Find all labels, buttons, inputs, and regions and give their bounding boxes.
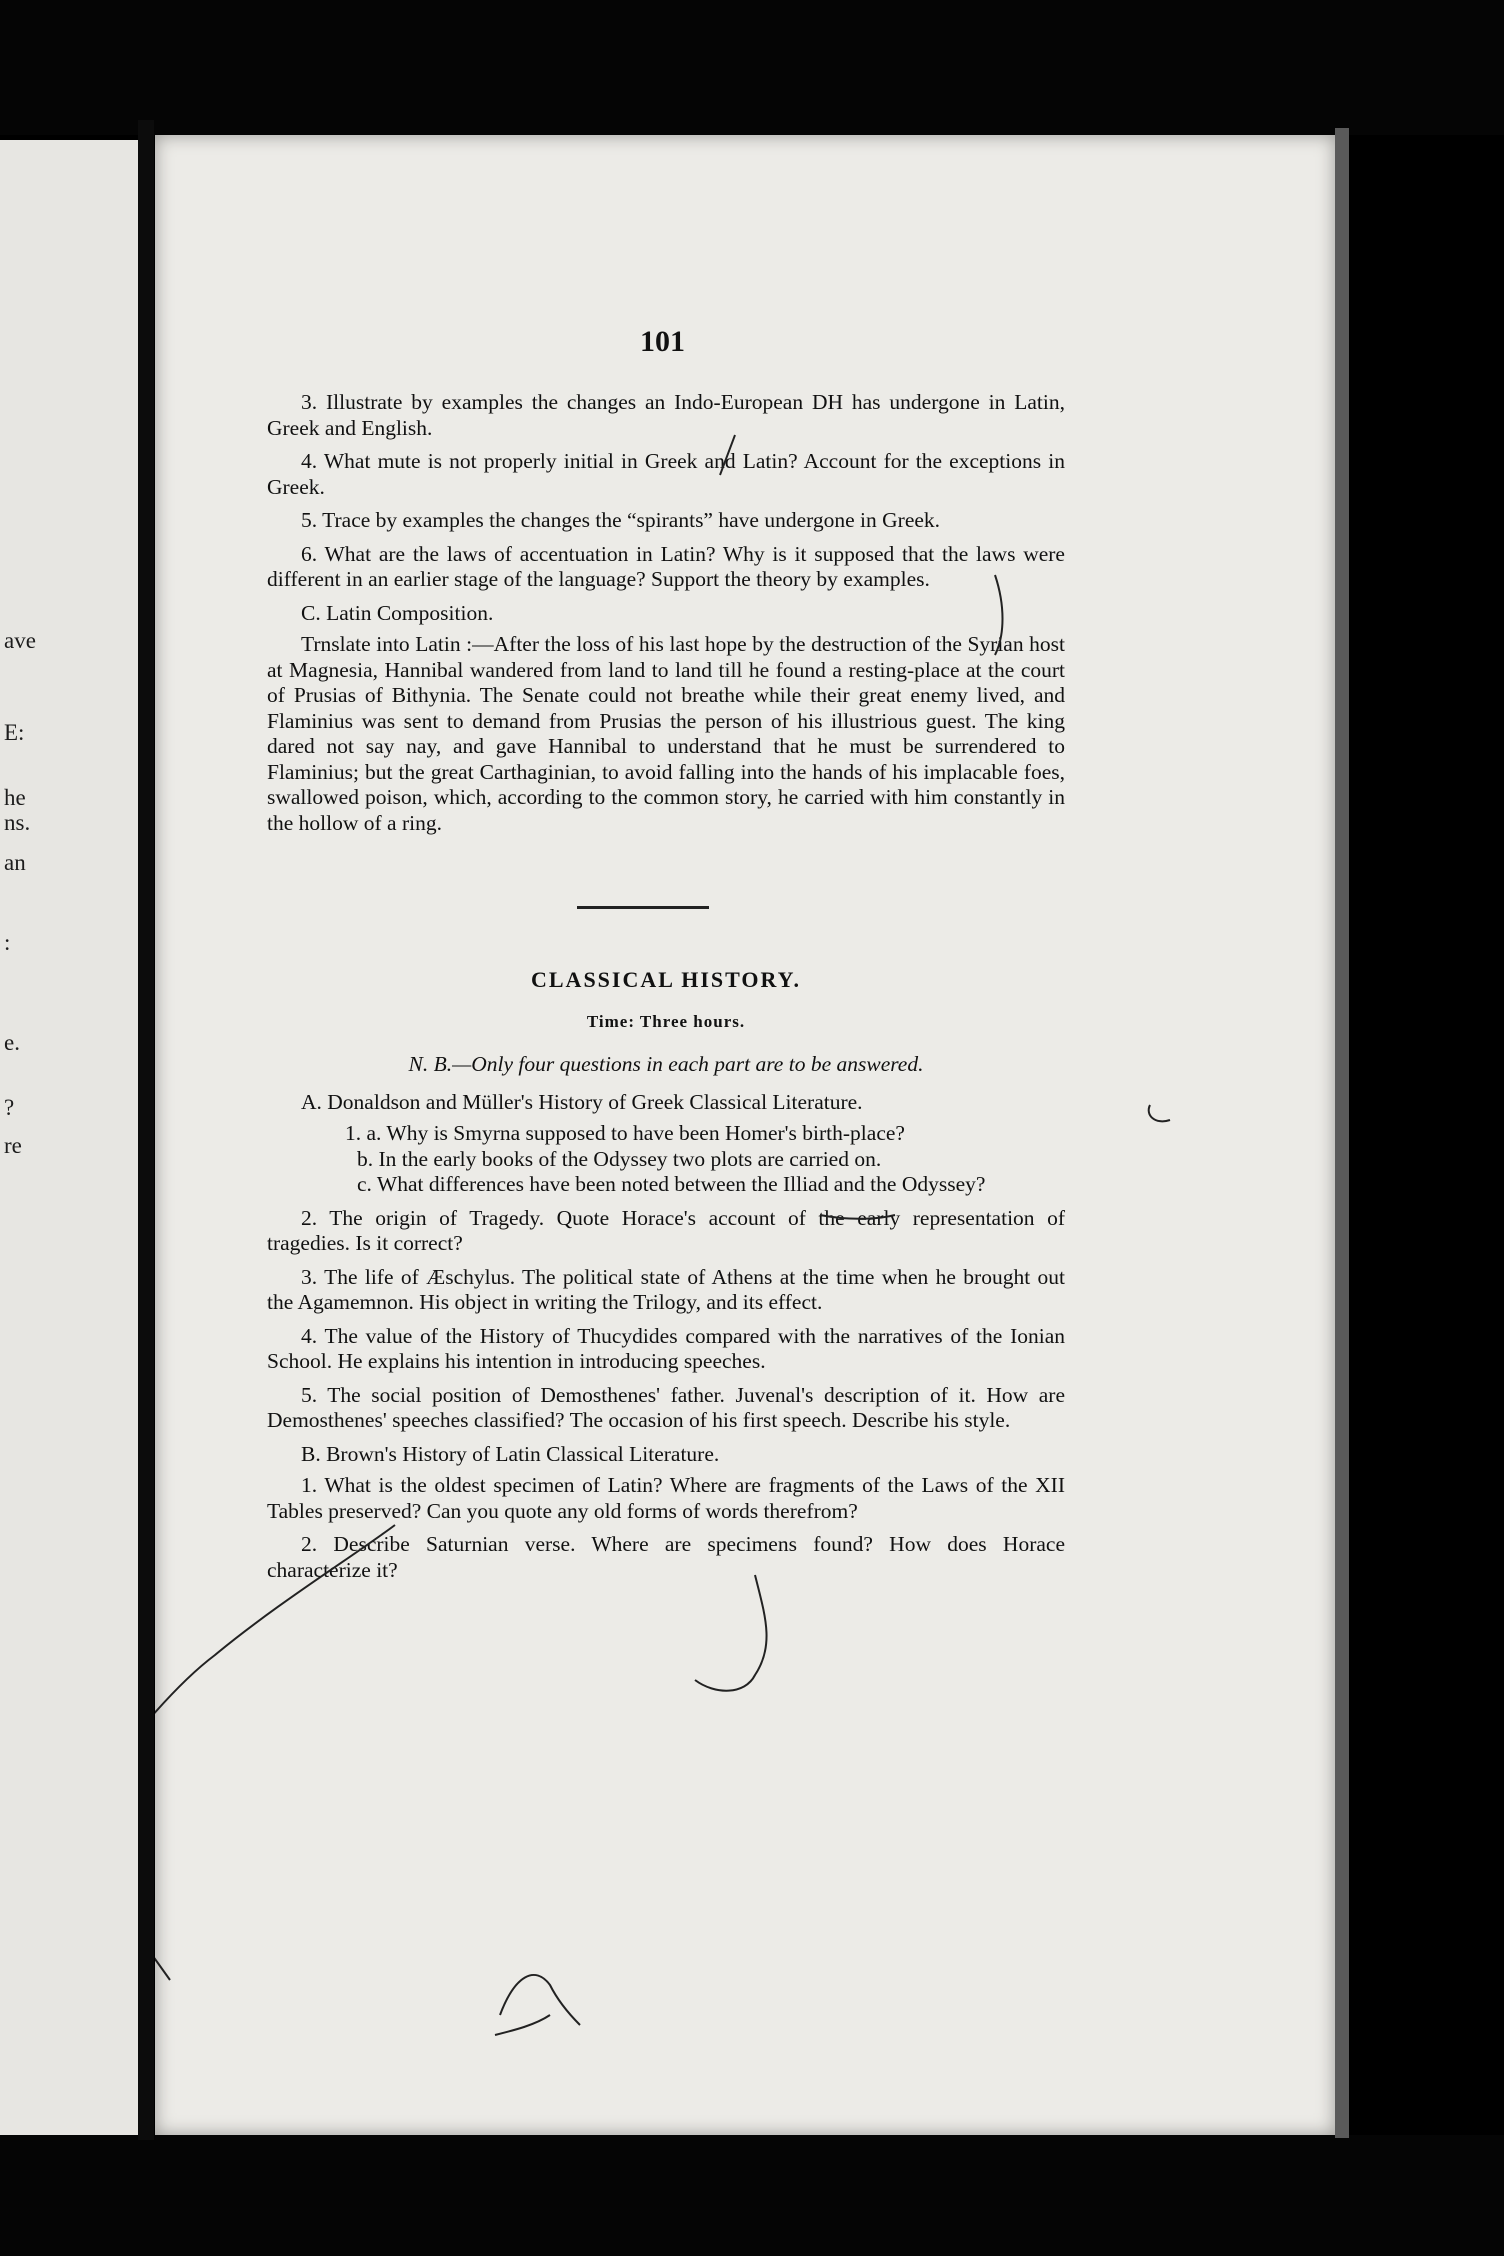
history-title: CLASSICAL HISTORY. [531, 967, 801, 992]
question-a1-c: c. What differences have been noted between the Illiad and the Odyssey? [357, 1172, 986, 1196]
pencil-underline [820, 1215, 895, 1219]
scan-border-bottom [0, 2135, 1504, 2256]
question-number: 6. [301, 541, 318, 566]
question-a5: 5. The social position of Demosthenes' father. Juvenal's description of it. How are Demosthenes' speeches classified? The occasion of his first speech. Describe his style. [267, 1382, 1065, 1432]
page-edge [1335, 128, 1349, 2138]
scan-border-top [0, 0, 1504, 135]
pencil-stroke [720, 435, 735, 475]
left-facing-page [0, 140, 138, 2135]
left-fragment: E: [4, 720, 25, 745]
left-fragment: ave [4, 628, 36, 653]
question-a1-b: b. In the early books of the Odyssey two plots are carried on. [357, 1146, 882, 1171]
pencil-curve [695, 1575, 767, 1691]
pencil-marks [155, 135, 1335, 2135]
left-fragment: e. [4, 1030, 20, 1055]
question-text: What are the laws of accentuation in Latin? Why is it supposed that the laws were different in an earlier stage of the language? Support the theory by examples. [267, 541, 1065, 591]
translation-passage: Trnslate into Latin :—After the loss of his last hope by the destruction of the Syrian host at Magnesia, Hannibal wandered from land to land till he found a resting-place at the court of Prusias of Bithynia. The Senate could not breathe while their great enemy lived, and Flaminius was sent to demand from Prusias the person of his illustrious guest. The king dared not say nay, and gave Hannibal to understand that he must be surrendered to Flaminius; but the great Carthaginian, to avoid falling into the hands of his implacable foes, swallowed poison, which, according to the common story, he carried with him constantly in the hollow of a ring. [267, 632, 1065, 835]
pencil-mark [155, 1945, 170, 1980]
question-a4: 4. The value of the History of Thucydides compared with the narratives of the Ionian School. He explains his intention in introducing speeches. [267, 1323, 1065, 1373]
document-page [155, 135, 1335, 2135]
left-fragment: : [4, 930, 11, 955]
pencil-scribble [495, 1975, 580, 2035]
pencil-bracket [995, 575, 1003, 655]
book-gutter [138, 120, 154, 2140]
left-fragment: ? [4, 1095, 15, 1120]
section-a-heading: A. Donaldson and Müller's History of Greek Classical Literature. [301, 1089, 863, 1114]
question-number: 4. [301, 449, 318, 473]
question-number: 5. [301, 508, 318, 532]
pencil-mark [1149, 1105, 1170, 1121]
question-b2: 2. Describe Saturnian verse. Where are specimens found? How does Horace characterize it? [267, 1532, 1065, 1582]
pencil-curve [155, 1525, 395, 1785]
question-a1-a: 1. a. Why is Smyrna supposed to have been Homer's birth-place? [345, 1121, 905, 1145]
left-fragment: ns. [4, 810, 31, 835]
left-fragment: an [4, 850, 26, 875]
nb-note: N. B.—Only four questions in each part are to be answered. [408, 1052, 924, 1076]
question-text: Trace by examples the changes the “spirants” have undergone in Greek. [322, 508, 941, 532]
section-b-heading: B. Brown's History of Latin Classical Literature. [301, 1441, 720, 1466]
question-b1: 1. What is the oldest specimen of Latin? Where are fragments of the Laws of the XII Tables preserved? Can you quote any old forms of words therefrom? [267, 1473, 1065, 1523]
time-label: Time: Three hours. [586, 1011, 746, 1031]
page-number: 101 [640, 325, 685, 358]
left-fragment: re [4, 1133, 22, 1158]
left-fragment: he [4, 785, 26, 810]
question-text: What mute is not properly initial in Greek and Latin? Account for the exceptions in Greek. [267, 449, 1065, 499]
question-text: Illustrate by examples the changes an Indo-European DH has undergone in Latin, Greek and English. [267, 390, 1065, 440]
question-a2: 2. The origin of Tragedy. Quote Horace's account of the early representation of tragedies. Is it correct? [267, 1205, 1065, 1255]
question-a3: 3. The life of Æschylus. The political state of Athens at the time when he brought out the Agamemnon. His object in writing the Trilogy, and its effect. [267, 1264, 1065, 1314]
section-c-heading: C. Latin Composition. [301, 600, 494, 625]
question-number: 3. [301, 390, 318, 414]
